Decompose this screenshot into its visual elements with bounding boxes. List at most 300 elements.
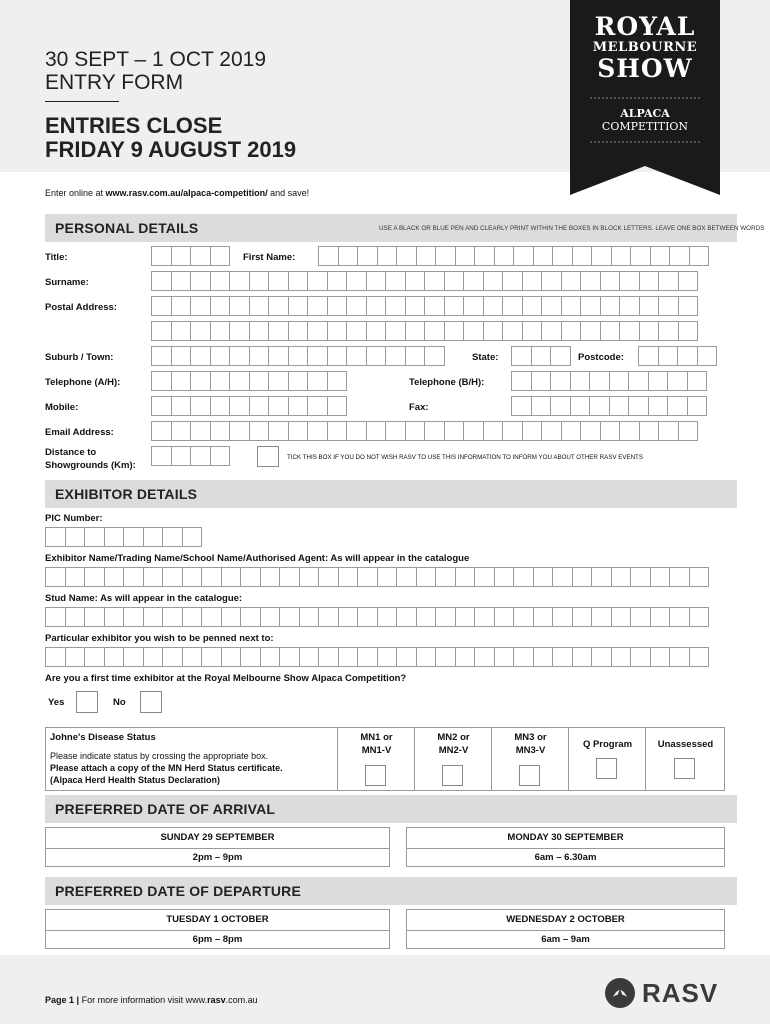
letter-box[interactable] xyxy=(405,296,426,316)
letter-box[interactable] xyxy=(366,296,387,316)
letter-box[interactable] xyxy=(268,371,289,391)
letter-box[interactable] xyxy=(630,647,651,667)
letter-box[interactable] xyxy=(171,246,192,266)
letter-box[interactable] xyxy=(572,246,593,266)
letter-box[interactable] xyxy=(171,321,192,341)
letter-box[interactable] xyxy=(357,567,378,587)
letter-box[interactable] xyxy=(268,296,289,316)
letter-box[interactable] xyxy=(435,607,456,627)
letter-box[interactable] xyxy=(190,271,211,291)
letter-box[interactable] xyxy=(151,371,172,391)
letter-box[interactable] xyxy=(249,321,270,341)
letter-box[interactable] xyxy=(531,396,552,416)
letter-box[interactable] xyxy=(689,246,710,266)
letter-box[interactable] xyxy=(104,567,125,587)
letter-box[interactable] xyxy=(687,371,708,391)
letter-box[interactable] xyxy=(190,396,211,416)
letter-box[interactable] xyxy=(307,321,328,341)
letter-box[interactable] xyxy=(678,421,699,441)
letter-box[interactable] xyxy=(424,271,445,291)
letter-box[interactable] xyxy=(151,396,172,416)
letter-box[interactable] xyxy=(570,396,591,416)
letter-box[interactable] xyxy=(288,271,309,291)
letter-box[interactable] xyxy=(455,647,476,667)
letter-box[interactable] xyxy=(299,567,320,587)
letter-box[interactable] xyxy=(611,567,632,587)
letter-box[interactable] xyxy=(561,271,582,291)
letter-box[interactable] xyxy=(249,396,270,416)
letter-box[interactable] xyxy=(511,346,532,366)
letter-box[interactable] xyxy=(502,296,523,316)
letter-box[interactable] xyxy=(552,647,573,667)
letter-box[interactable] xyxy=(162,647,183,667)
letter-box[interactable] xyxy=(463,421,484,441)
letter-box[interactable] xyxy=(455,246,476,266)
first-time-yes-checkbox[interactable] xyxy=(76,691,98,713)
letter-box[interactable] xyxy=(522,271,543,291)
letter-box[interactable] xyxy=(143,567,164,587)
letter-box[interactable] xyxy=(201,647,222,667)
letter-box[interactable] xyxy=(249,371,270,391)
letter-box[interactable] xyxy=(65,647,86,667)
letter-box[interactable] xyxy=(589,396,610,416)
letter-box[interactable] xyxy=(346,271,367,291)
pic-number-field[interactable] xyxy=(45,527,201,547)
letter-box[interactable] xyxy=(396,567,417,587)
letter-box[interactable] xyxy=(611,246,632,266)
letter-box[interactable] xyxy=(210,371,231,391)
letter-box[interactable] xyxy=(463,296,484,316)
letter-box[interactable] xyxy=(639,271,660,291)
letter-box[interactable] xyxy=(648,396,669,416)
letter-box[interactable] xyxy=(511,371,532,391)
letter-box[interactable] xyxy=(260,647,281,667)
email-field[interactable] xyxy=(151,421,697,441)
letter-box[interactable] xyxy=(424,321,445,341)
letter-box[interactable] xyxy=(318,647,339,667)
letter-box[interactable] xyxy=(561,321,582,341)
letter-box[interactable] xyxy=(249,271,270,291)
letter-box[interactable] xyxy=(307,371,328,391)
letter-box[interactable] xyxy=(513,567,534,587)
letter-box[interactable] xyxy=(260,607,281,627)
letter-box[interactable] xyxy=(123,567,144,587)
letter-box[interactable] xyxy=(268,396,289,416)
letter-box[interactable] xyxy=(229,296,250,316)
letter-box[interactable] xyxy=(366,271,387,291)
postal-address-line2-field[interactable] xyxy=(151,321,697,341)
letter-box[interactable] xyxy=(151,246,172,266)
letter-box[interactable] xyxy=(435,567,456,587)
letter-box[interactable] xyxy=(678,321,699,341)
letter-box[interactable] xyxy=(190,371,211,391)
letter-box[interactable] xyxy=(357,647,378,667)
letter-box[interactable] xyxy=(84,527,105,547)
letter-box[interactable] xyxy=(697,346,718,366)
letter-box[interactable] xyxy=(580,421,601,441)
letter-box[interactable] xyxy=(494,246,515,266)
letter-box[interactable] xyxy=(405,321,426,341)
letter-box[interactable] xyxy=(658,271,679,291)
letter-box[interactable] xyxy=(396,607,417,627)
letter-box[interactable] xyxy=(104,527,125,547)
letter-box[interactable] xyxy=(327,296,348,316)
telephone-bh-field[interactable] xyxy=(511,371,706,391)
letter-box[interactable] xyxy=(307,396,328,416)
letter-box[interactable] xyxy=(366,321,387,341)
letter-box[interactable] xyxy=(630,246,651,266)
letter-box[interactable] xyxy=(424,346,445,366)
letter-box[interactable] xyxy=(502,271,523,291)
letter-box[interactable] xyxy=(249,346,270,366)
surname-field[interactable] xyxy=(151,271,697,291)
letter-box[interactable] xyxy=(463,321,484,341)
letter-box[interactable] xyxy=(385,321,406,341)
letter-box[interactable] xyxy=(84,607,105,627)
letter-box[interactable] xyxy=(658,421,679,441)
letter-box[interactable] xyxy=(123,527,144,547)
letter-box[interactable] xyxy=(151,271,172,291)
letter-box[interactable] xyxy=(221,607,242,627)
letter-box[interactable] xyxy=(288,321,309,341)
letter-box[interactable] xyxy=(405,271,426,291)
letter-box[interactable] xyxy=(190,421,211,441)
unassessed-checkbox[interactable] xyxy=(674,758,695,779)
letter-box[interactable] xyxy=(201,607,222,627)
letter-box[interactable] xyxy=(377,607,398,627)
letter-box[interactable] xyxy=(541,296,562,316)
letter-box[interactable] xyxy=(229,421,250,441)
letter-box[interactable] xyxy=(279,647,300,667)
letter-box[interactable] xyxy=(190,446,211,466)
letter-box[interactable] xyxy=(689,647,710,667)
state-field[interactable] xyxy=(511,346,570,366)
letter-box[interactable] xyxy=(416,246,437,266)
letter-box[interactable] xyxy=(346,296,367,316)
letter-box[interactable] xyxy=(385,296,406,316)
letter-box[interactable] xyxy=(638,346,659,366)
letter-box[interactable] xyxy=(630,607,651,627)
letter-box[interactable] xyxy=(45,607,66,627)
letter-box[interactable] xyxy=(171,446,192,466)
letter-box[interactable] xyxy=(572,607,593,627)
letter-box[interactable] xyxy=(677,346,698,366)
letter-box[interactable] xyxy=(338,246,359,266)
letter-box[interactable] xyxy=(171,396,192,416)
letter-box[interactable] xyxy=(648,371,669,391)
arrival-option-2[interactable]: MONDAY 30 SEPTEMBER 6am – 6.30am xyxy=(406,827,725,867)
letter-box[interactable] xyxy=(513,647,534,667)
letter-box[interactable] xyxy=(474,607,495,627)
letter-box[interactable] xyxy=(444,321,465,341)
letter-box[interactable] xyxy=(650,246,671,266)
postcode-field[interactable] xyxy=(638,346,716,366)
letter-box[interactable] xyxy=(182,527,203,547)
penned-next-to-field[interactable] xyxy=(45,647,708,667)
letter-box[interactable] xyxy=(531,371,552,391)
letter-box[interactable] xyxy=(689,567,710,587)
letter-box[interactable] xyxy=(678,271,699,291)
letter-box[interactable] xyxy=(502,321,523,341)
letter-box[interactable] xyxy=(600,321,621,341)
letter-box[interactable] xyxy=(396,647,417,667)
letter-box[interactable] xyxy=(268,321,289,341)
letter-box[interactable] xyxy=(84,647,105,667)
letter-box[interactable] xyxy=(591,647,612,667)
letter-box[interactable] xyxy=(619,321,640,341)
letter-box[interactable] xyxy=(522,321,543,341)
letter-box[interactable] xyxy=(318,246,339,266)
letter-box[interactable] xyxy=(405,346,426,366)
letter-box[interactable] xyxy=(299,647,320,667)
letter-box[interactable] xyxy=(288,296,309,316)
letter-box[interactable] xyxy=(669,607,690,627)
first-time-no-checkbox[interactable] xyxy=(140,691,162,713)
letter-box[interactable] xyxy=(619,421,640,441)
letter-box[interactable] xyxy=(201,567,222,587)
letter-box[interactable] xyxy=(123,607,144,627)
letter-box[interactable] xyxy=(143,527,164,547)
letter-box[interactable] xyxy=(600,271,621,291)
letter-box[interactable] xyxy=(249,296,270,316)
letter-box[interactable] xyxy=(45,567,66,587)
letter-box[interactable] xyxy=(221,647,242,667)
letter-box[interactable] xyxy=(580,271,601,291)
letter-box[interactable] xyxy=(561,421,582,441)
letter-box[interactable] xyxy=(572,567,593,587)
letter-box[interactable] xyxy=(385,421,406,441)
letter-box[interactable] xyxy=(171,421,192,441)
letter-box[interactable] xyxy=(669,647,690,667)
letter-box[interactable] xyxy=(424,296,445,316)
letter-box[interactable] xyxy=(416,567,437,587)
letter-box[interactable] xyxy=(678,296,699,316)
letter-box[interactable] xyxy=(600,421,621,441)
letter-box[interactable] xyxy=(229,271,250,291)
letter-box[interactable] xyxy=(689,607,710,627)
letter-box[interactable] xyxy=(550,346,571,366)
letter-box[interactable] xyxy=(650,567,671,587)
letter-box[interactable] xyxy=(550,396,571,416)
letter-box[interactable] xyxy=(229,371,250,391)
letter-box[interactable] xyxy=(609,396,630,416)
fax-field[interactable] xyxy=(511,396,706,416)
letter-box[interactable] xyxy=(474,647,495,667)
letter-box[interactable] xyxy=(318,567,339,587)
letter-box[interactable] xyxy=(151,421,172,441)
letter-box[interactable] xyxy=(377,647,398,667)
letter-box[interactable] xyxy=(299,607,320,627)
letter-box[interactable] xyxy=(171,296,192,316)
letter-box[interactable] xyxy=(572,647,593,667)
letter-box[interactable] xyxy=(260,567,281,587)
letter-box[interactable] xyxy=(327,421,348,441)
letter-box[interactable] xyxy=(288,371,309,391)
letter-box[interactable] xyxy=(377,246,398,266)
letter-box[interactable] xyxy=(687,396,708,416)
letter-box[interactable] xyxy=(494,607,515,627)
letter-box[interactable] xyxy=(455,607,476,627)
letter-box[interactable] xyxy=(151,321,172,341)
letter-box[interactable] xyxy=(190,321,211,341)
letter-box[interactable] xyxy=(318,607,339,627)
letter-box[interactable] xyxy=(474,567,495,587)
letter-box[interactable] xyxy=(171,371,192,391)
letter-box[interactable] xyxy=(249,421,270,441)
letter-box[interactable] xyxy=(483,321,504,341)
letter-box[interactable] xyxy=(182,567,203,587)
letter-box[interactable] xyxy=(143,647,164,667)
letter-box[interactable] xyxy=(435,246,456,266)
letter-box[interactable] xyxy=(658,321,679,341)
departure-option-2[interactable]: WEDNESDAY 2 OCTOBER 6am – 9am xyxy=(406,909,725,949)
letter-box[interactable] xyxy=(385,346,406,366)
online-entry-link[interactable]: www.rasv.com.au/alpaca-competition/ xyxy=(105,188,268,198)
letter-box[interactable] xyxy=(162,607,183,627)
opt-out-checkbox[interactable] xyxy=(257,446,279,467)
letter-box[interactable] xyxy=(639,421,660,441)
q-program-checkbox[interactable] xyxy=(596,758,617,779)
letter-box[interactable] xyxy=(580,296,601,316)
letter-box[interactable] xyxy=(483,271,504,291)
letter-box[interactable] xyxy=(182,647,203,667)
letter-box[interactable] xyxy=(357,246,378,266)
letter-box[interactable] xyxy=(171,271,192,291)
letter-box[interactable] xyxy=(561,296,582,316)
letter-box[interactable] xyxy=(151,446,172,466)
letter-box[interactable] xyxy=(494,647,515,667)
letter-box[interactable] xyxy=(151,346,172,366)
letter-box[interactable] xyxy=(327,371,348,391)
mn1-checkbox[interactable] xyxy=(365,765,386,786)
distance-field[interactable] xyxy=(151,446,229,466)
letter-box[interactable] xyxy=(65,607,86,627)
letter-box[interactable] xyxy=(190,246,211,266)
letter-box[interactable] xyxy=(346,421,367,441)
telephone-ah-field[interactable] xyxy=(151,371,346,391)
letter-box[interactable] xyxy=(619,271,640,291)
letter-box[interactable] xyxy=(591,567,612,587)
letter-box[interactable] xyxy=(366,421,387,441)
letter-box[interactable] xyxy=(210,271,231,291)
letter-box[interactable] xyxy=(210,321,231,341)
postal-address-field[interactable] xyxy=(151,296,697,316)
letter-box[interactable] xyxy=(385,271,406,291)
letter-box[interactable] xyxy=(307,421,328,441)
letter-box[interactable] xyxy=(151,296,172,316)
letter-box[interactable] xyxy=(366,346,387,366)
letter-box[interactable] xyxy=(104,647,125,667)
title-field[interactable] xyxy=(151,246,229,266)
letter-box[interactable] xyxy=(221,567,242,587)
departure-option-1[interactable]: TUESDAY 1 OCTOBER 6pm – 8pm xyxy=(45,909,390,949)
letter-box[interactable] xyxy=(628,396,649,416)
letter-box[interactable] xyxy=(65,567,86,587)
letter-box[interactable] xyxy=(502,421,523,441)
letter-box[interactable] xyxy=(552,246,573,266)
letter-box[interactable] xyxy=(580,321,601,341)
letter-box[interactable] xyxy=(346,321,367,341)
letter-box[interactable] xyxy=(522,296,543,316)
letter-box[interactable] xyxy=(591,246,612,266)
letter-box[interactable] xyxy=(444,421,465,441)
arrival-option-1[interactable]: SUNDAY 29 SEPTEMBER 2pm – 9pm xyxy=(45,827,390,867)
letter-box[interactable] xyxy=(570,371,591,391)
letter-box[interactable] xyxy=(550,371,571,391)
letter-box[interactable] xyxy=(190,296,211,316)
stud-name-field[interactable] xyxy=(45,607,708,627)
letter-box[interactable] xyxy=(639,296,660,316)
letter-box[interactable] xyxy=(444,296,465,316)
letter-box[interactable] xyxy=(307,271,328,291)
mobile-field[interactable] xyxy=(151,396,346,416)
letter-box[interactable] xyxy=(240,567,261,587)
letter-box[interactable] xyxy=(377,567,398,587)
letter-box[interactable] xyxy=(416,607,437,627)
suburb-field[interactable] xyxy=(151,346,444,366)
letter-box[interactable] xyxy=(229,396,250,416)
letter-box[interactable] xyxy=(611,647,632,667)
letter-box[interactable] xyxy=(541,271,562,291)
letter-box[interactable] xyxy=(338,607,359,627)
letter-box[interactable] xyxy=(669,246,690,266)
letter-box[interactable] xyxy=(182,607,203,627)
letter-box[interactable] xyxy=(522,421,543,441)
letter-box[interactable] xyxy=(533,607,554,627)
letter-box[interactable] xyxy=(628,371,649,391)
letter-box[interactable] xyxy=(513,246,534,266)
letter-box[interactable] xyxy=(288,396,309,416)
letter-box[interactable] xyxy=(268,346,289,366)
letter-box[interactable] xyxy=(533,567,554,587)
letter-box[interactable] xyxy=(513,607,534,627)
letter-box[interactable] xyxy=(541,421,562,441)
letter-box[interactable] xyxy=(104,607,125,627)
letter-box[interactable] xyxy=(229,346,250,366)
letter-box[interactable] xyxy=(639,321,660,341)
letter-box[interactable] xyxy=(210,446,231,466)
letter-box[interactable] xyxy=(650,607,671,627)
letter-box[interactable] xyxy=(307,296,328,316)
letter-box[interactable] xyxy=(511,396,532,416)
letter-box[interactable] xyxy=(268,271,289,291)
letter-box[interactable] xyxy=(611,607,632,627)
letter-box[interactable] xyxy=(45,527,66,547)
letter-box[interactable] xyxy=(143,607,164,627)
letter-box[interactable] xyxy=(444,271,465,291)
letter-box[interactable] xyxy=(210,246,231,266)
letter-box[interactable] xyxy=(533,246,554,266)
letter-box[interactable] xyxy=(210,421,231,441)
letter-box[interactable] xyxy=(288,421,309,441)
letter-box[interactable] xyxy=(190,346,211,366)
letter-box[interactable] xyxy=(84,567,105,587)
letter-box[interactable] xyxy=(591,607,612,627)
letter-box[interactable] xyxy=(279,567,300,587)
letter-box[interactable] xyxy=(483,296,504,316)
letter-box[interactable] xyxy=(210,346,231,366)
letter-box[interactable] xyxy=(240,647,261,667)
letter-box[interactable] xyxy=(123,647,144,667)
letter-box[interactable] xyxy=(162,527,183,547)
letter-box[interactable] xyxy=(240,607,261,627)
mn3-checkbox[interactable] xyxy=(519,765,540,786)
letter-box[interactable] xyxy=(346,346,367,366)
letter-box[interactable] xyxy=(463,271,484,291)
letter-box[interactable] xyxy=(552,607,573,627)
letter-box[interactable] xyxy=(531,346,552,366)
letter-box[interactable] xyxy=(268,421,289,441)
